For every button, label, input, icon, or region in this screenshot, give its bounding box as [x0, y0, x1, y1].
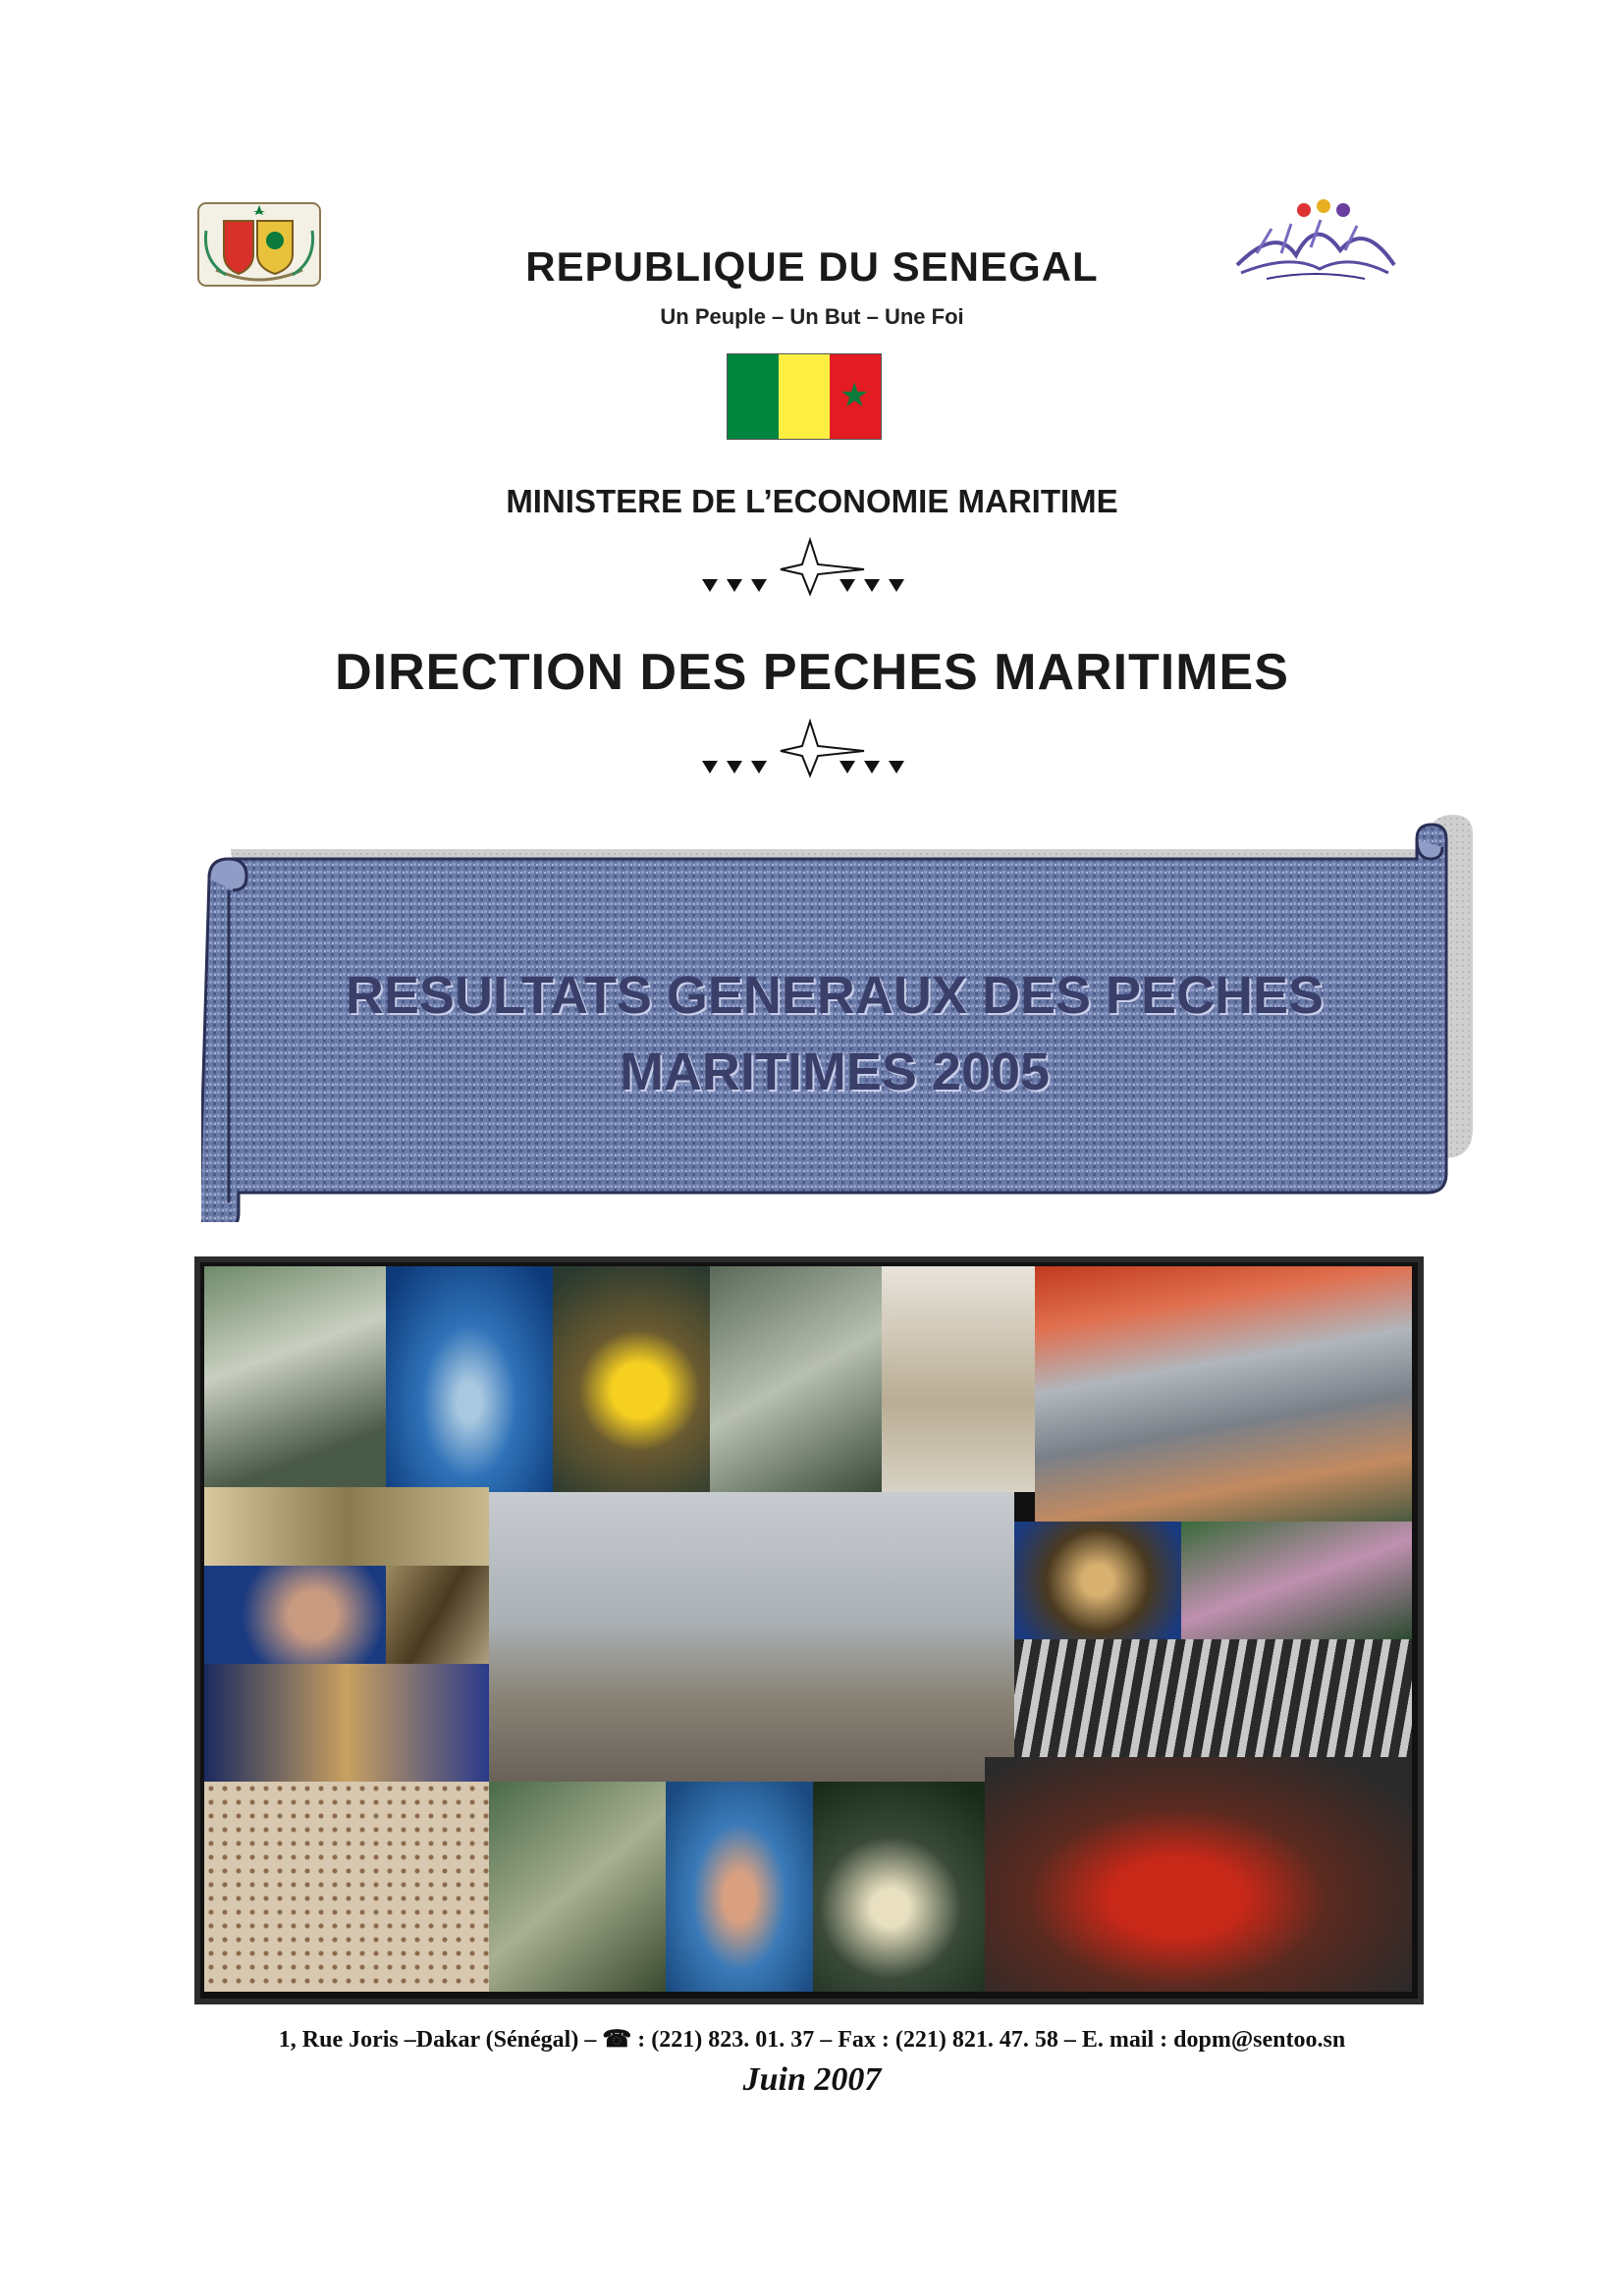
photo-oysters	[204, 1487, 489, 1566]
star-ornament-icon	[697, 717, 923, 785]
photo-scorpionfish	[1181, 1522, 1412, 1639]
national-motto: Un Peuple – Un But – Une Foi	[660, 304, 964, 329]
photo-catfish	[1014, 1639, 1412, 1757]
photo-spotted-grouper	[204, 1782, 489, 1992]
photo-shells	[386, 1566, 489, 1664]
photo-wrasse	[666, 1782, 813, 1992]
photo-reef-fish	[489, 1782, 666, 1992]
report-title	[265, 957, 1404, 1110]
photo-moray	[204, 1566, 386, 1664]
photo-grouper-reef	[204, 1664, 489, 1782]
contact-address: 1, Rue Joris –Dakar (Sénégal) – ☎ : (221) 823. 01. 37 – Fax : (221) 821. 47. 58 – E. mail : dopm@sentoo.sn	[278, 2027, 1346, 2053]
publication-date: Juin 2007	[742, 2061, 882, 2098]
direction-title: DIRECTION DES PECHES MARITIMES	[335, 644, 1289, 701]
photo-soldierfish	[985, 1757, 1412, 1992]
photo-fishermen-net	[489, 1492, 1014, 1782]
photo-butterflyfish	[553, 1266, 710, 1492]
report-title-line-1: RESULTATS GENERAUX DES PECHES	[345, 966, 1325, 1025]
photo-coral-fish	[204, 1266, 386, 1487]
photo-boxfish	[813, 1782, 985, 1992]
ministry-title: MINISTERE DE L’ECONOMIE MARITIME	[506, 483, 1118, 519]
photo-cuttlefish	[882, 1266, 1035, 1492]
marine-photo-collage	[194, 1256, 1424, 2004]
photo-reef	[710, 1266, 882, 1492]
flag-stripe-green	[728, 354, 779, 439]
senegal-flag	[727, 353, 882, 440]
photo-shark	[386, 1266, 553, 1492]
report-title-line-2: MARITIMES 2005	[619, 1042, 1051, 1101]
flag-star-icon: ★	[839, 377, 870, 414]
photo-lionfish	[1014, 1522, 1181, 1639]
star-ornament-icon	[697, 535, 923, 604]
country-name: REPUBLIQUE DU SENEGAL	[525, 243, 1099, 290]
flag-stripe-yellow	[779, 354, 870, 439]
photo-fish-market	[1035, 1266, 1412, 1522]
